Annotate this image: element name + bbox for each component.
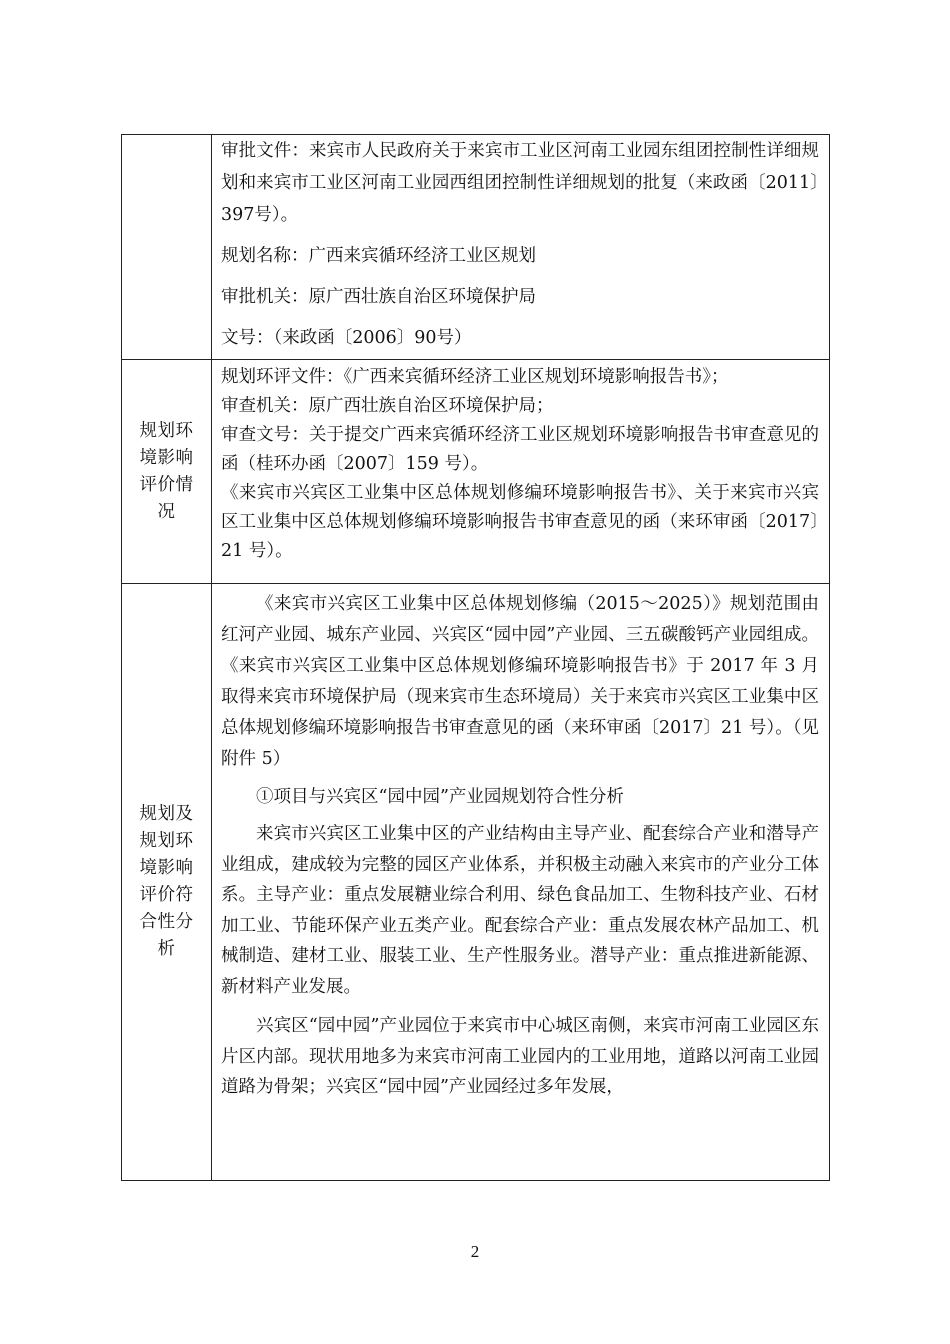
paragraph: 来宾市兴宾区工业集中区的产业结构由主导产业、配套综合产业和潜导产业组成，建成较为完整的园区产业体系，并积极主动融入来宾市的产业分工体系。主导产业：重点发展糖业综合利用、绿色食品加工、生物科技产业、石材加工业、节能环保产业五类产业。配套综合产业：重点发展农林产品加工、机械制造、建材工业、服装工业、生产性服务业。潜导产业：重点推进新能源、新材料产业发展。 <box>221 824 819 997</box>
paragraph: ①项目与兴宾区“园中园”产业园规划符合性分析 <box>256 787 624 807</box>
row-label: 规划及规划环境影响评价符合性分析 <box>139 804 194 959</box>
page-number: 2 <box>470 1242 480 1261</box>
paragraph: 规划名称：广西来宾循环经济工业区规划 <box>221 246 536 266</box>
paragraph: 《来宾市兴宾区工业集中区总体规划修编（2015～2025）》规划范围由红河产业园、城东产业园、兴宾区“园中园”产业园、三五碳酸钙产业园组成。《来宾市兴宾区工业集中区总体规划修编环境影响报告书》于 2017 年 3 月取得来宾市环境保护局（现来宾市生态环境局）关于来宾市兴宾区工业集中区总体规划修编环境影响报告书审查意见的函（来环审函〔2017〕21 号）。（见附件 5） <box>221 594 819 769</box>
row-content-cell <box>212 584 830 1181</box>
row-content-cell <box>212 360 830 584</box>
table-row <box>122 584 830 1181</box>
paragraph: 审批文件：来宾市人民政府关于来宾市工业区河南工业园东组团控制性详细规划和来宾市工业区河南工业园西组团控制性详细规划的批复（来政函〔2011〕397号）。 <box>221 141 819 225</box>
paragraph: 兴宾区“园中园”产业园位于来宾市中心城区南侧，来宾市河南工业园区东片区内部。现状用地多为来宾市河南工业园内的工业用地，道路以河南工业园道路为骨架；兴宾区“园中园”产业园经过多年发展， <box>221 1016 819 1097</box>
paragraph: 《来宾市兴宾区工业集中区总体规划修编环境影响报告书》、关于来宾市兴宾区工业集中区总体规划修编环境影响报告书审查意见的函（来环审函〔2017〕21 号）。 <box>221 483 819 561</box>
table-row <box>122 135 830 360</box>
paragraph: 审查文号：关于提交广西来宾循环经济工业区规划环境影响报告书审查意见的函（桂环办函〔2007〕159 号）。 <box>221 425 819 474</box>
paragraph: 规划环评文件：《广西来宾循环经济工业区规划环境影响报告书》； <box>221 367 729 387</box>
paragraph: 文号：（来政函〔2006〕90号） <box>221 328 472 348</box>
planning-table <box>121 134 830 1181</box>
row-label-cell <box>122 360 212 584</box>
paragraph: 审批机关：原广西壮族自治区环境保护局 <box>221 287 536 307</box>
paragraph: 审查机关：原广西壮族自治区环境保护局； <box>221 396 554 416</box>
row-label-cell <box>122 135 212 360</box>
row-content-cell <box>212 135 830 360</box>
row-label-cell <box>122 584 212 1181</box>
table-row <box>122 360 830 584</box>
row-label: 规划环境影响评价情况 <box>139 420 194 522</box>
